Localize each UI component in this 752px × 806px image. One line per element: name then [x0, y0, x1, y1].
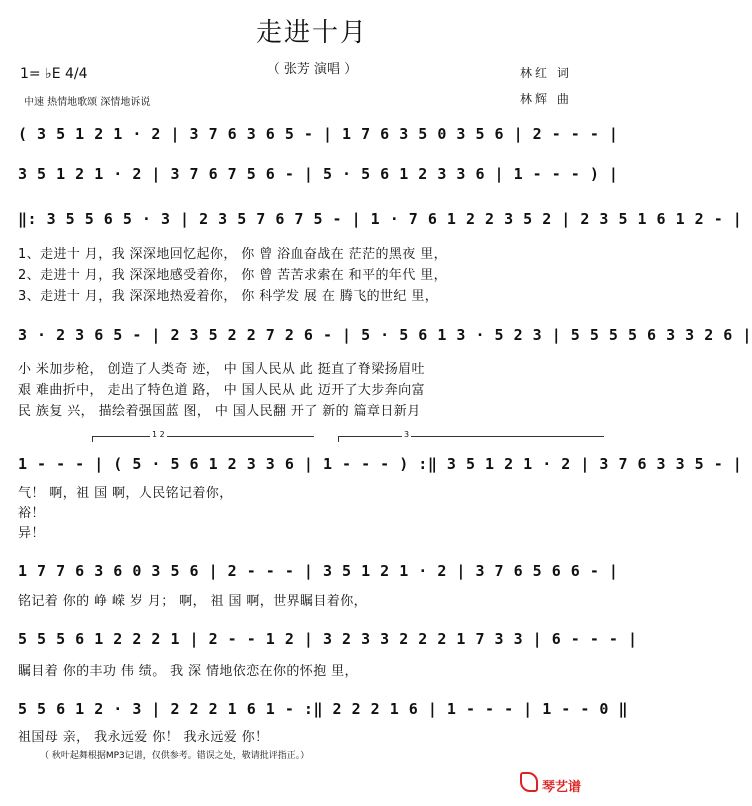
key-signature: 1= ♭E 4/4: [20, 66, 88, 82]
score-row-2: 3 5 1 2 1 · 2 | 3 7 6 7 5 6 - | 5 · 5 6 1 2 3 3 6 | 1 - - - ) |: [18, 165, 619, 183]
volta-tick: [92, 436, 93, 442]
lyric-line: 异！: [18, 526, 45, 541]
lyric-line: 裕！: [18, 506, 45, 521]
volta-bracket-1: [92, 436, 314, 437]
transcription-note: （ 秋叶起舞根据MP3记谱，仅供参考。错误之处，敬请批评指正。）: [40, 751, 310, 761]
volta-tick: [338, 436, 339, 442]
score-row-8: 5 5 6 1 2 · 3 | 2 2 2 1 6 1 - :‖ 2 2 2 1 6 | 1 - - - | 1 - - 0 ‖: [18, 700, 628, 718]
score-row-1: ( 3 5 1 2 1 · 2 | 3 7 6 3 6 5 - | 1 7 6 3 5 0 3 5 6 | 2 - - - |: [18, 125, 619, 143]
lyric-line: 2、走进十 月，我 深深地感受着你， 你 曾 苦苦求索在 和平的年代 里，: [18, 268, 447, 283]
logo-icon: [520, 772, 538, 792]
score-row-4: 3 · 2 3 6 5 - | 2 3 5 2 2 7 2 6 - | 5 · 5 6 1 3 · 5 2 3 | 5 5 5 5 6 3 3 2 6 |: [18, 326, 752, 344]
score-row-7: 5 5 5 6 1 2 2 2 1 | 2 - - 1 2 | 3 2 3 3 2 2 2 1 7 3 3 | 6 - - - |: [18, 630, 638, 648]
song-title: 走进十月: [255, 18, 368, 48]
lyric-line: 小 米加步枪， 创造了人类奇 迹， 中 国人民从 此 挺直了脊梁扬眉吐: [18, 362, 425, 377]
tempo-marking: 中速 热情地歌颂 深情地诉说: [24, 97, 151, 108]
score-row-5: 1 - - - | ( 5 · 5 6 1 2 3 3 6 | 1 - - - ) :‖ 3 5 1 2 1 · 2 | 3 7 6 3 3 5 - |: [18, 455, 743, 473]
volta-bracket-2: [338, 436, 604, 437]
lyric-line: 祖国母 亲， 我永远爱 你！ 我永远爱 你！: [18, 730, 269, 745]
lyric-line: 3、走进十 月，我 深深地热爱着你， 你 科学发 展 在 腾飞的世纪 里，: [18, 289, 439, 304]
lyric-line: 瞩目着 你的丰功 伟 绩。 我 深 情地依恋在你的怀抱 里，: [18, 664, 358, 679]
lyric-line: 艰 难曲折中， 走出了特色道 路， 中 国人民从 此 迈开了大步奔向富: [18, 383, 425, 398]
watermark-logo: 琴艺谱: [542, 780, 582, 795]
lyricist-credit: 林红 词: [520, 66, 572, 80]
lyric-line: 铭记着 你的 峥 嵘 岁 月； 啊， 祖 国 啊，世界瞩目着你，: [18, 594, 367, 609]
song-subtitle: （ 张芳 演唱 ）: [266, 62, 358, 77]
score-row-3: ‖: 3 5 5 6 5 · 3 | 2 3 5 7 6 7 5 - | 1 · 7 6 1 2 2 3 5 2 | 2 3 5 1 6 1 2 - |: [18, 210, 743, 228]
score-row-6: 1 7 7 6 3 6 0 3 5 6 | 2 - - - | 3 5 1 2 1 · 2 | 3 7 6 5 6 6 - |: [18, 562, 619, 580]
composer-credit: 林辉 曲: [520, 92, 572, 106]
volta-number-1: 1 2: [152, 430, 165, 439]
lyric-line: 民 族复 兴， 描绘着强国蓝 图， 中 国人民翻 开了 新的 篇章日新月: [18, 404, 421, 419]
lyric-line: 气！ 啊，祖 国 啊，人民铭记着你，: [18, 486, 233, 501]
lyric-line: 1、走进十 月，我 深深地回忆起你， 你 曾 浴血奋战在 茫茫的黑夜 里，: [18, 247, 447, 262]
volta-number-2: 3: [404, 430, 410, 439]
